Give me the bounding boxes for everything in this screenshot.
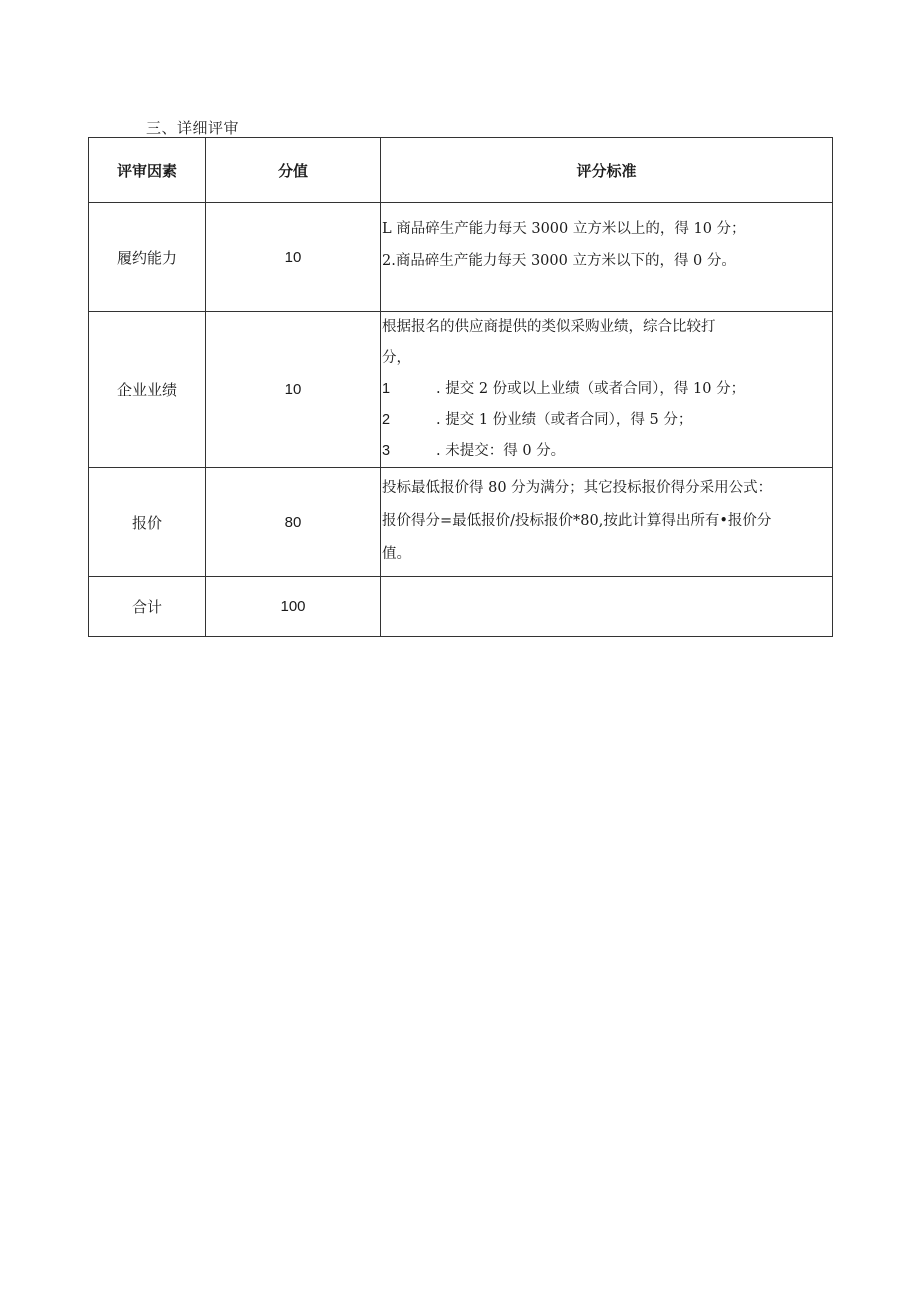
detailed-review-table (88, 137, 833, 637)
table-row (89, 312, 833, 468)
item-number: 3 (382, 443, 391, 459)
header-row (89, 138, 833, 203)
criteria-item (381, 405, 832, 436)
criteria-cell (381, 203, 833, 312)
criteria-cell (381, 312, 833, 468)
total-row (89, 577, 833, 637)
item-number: 2 (382, 412, 391, 428)
factor-cell: 履约能力 (89, 203, 206, 312)
total-score-cell: 100 (206, 577, 381, 637)
criteria-line: 报价得分=最低报价/投标报价*80,按此计算得出所有•报价分 (382, 513, 772, 529)
score-cell: 10 (206, 312, 381, 468)
header-factor: 评审因素 (89, 138, 206, 203)
total-label-cell: 合计 (89, 577, 206, 637)
factor-cell: 企业业绩 (89, 312, 206, 468)
section-title: 三、详细评审 (146, 119, 240, 137)
total-criteria-cell (381, 577, 833, 637)
criteria-item (381, 436, 832, 467)
header-criteria: 评分标准 (381, 138, 833, 203)
criteria-line: 2.商品碎生产能力每天 3000 立方米以下的，得 0 分。 (382, 253, 736, 269)
table-row (89, 468, 833, 577)
criteria-line: L 商品碎生产能力每天 3000 立方米以上的，得 10 分； (382, 221, 746, 237)
criteria-line: 投标最低报价得 80 分为满分；其它投标报价得分采用公式： (382, 480, 773, 496)
item-text: . 提交 2 份或以上业绩（或者合同），得 10 分； (436, 381, 746, 397)
item-text: . 提交 1 份业绩（或者合同），得 5 分； (436, 412, 693, 428)
item-text: . 未提交：得 0 分。 (436, 443, 566, 459)
criteria-line: 分， (382, 350, 411, 366)
criteria-item (381, 374, 832, 405)
table-row (89, 203, 833, 312)
score-cell: 80 (206, 468, 381, 577)
factor-cell: 报价 (89, 468, 206, 577)
criteria-line: 根据报名的供应商提供的类似采购业绩，综合比较打 (382, 319, 716, 335)
criteria-cell (381, 468, 833, 577)
header-score: 分值 (206, 138, 381, 203)
item-number: 1 (382, 381, 391, 397)
criteria-line: 值。 (382, 546, 411, 562)
score-cell: 10 (206, 203, 381, 312)
